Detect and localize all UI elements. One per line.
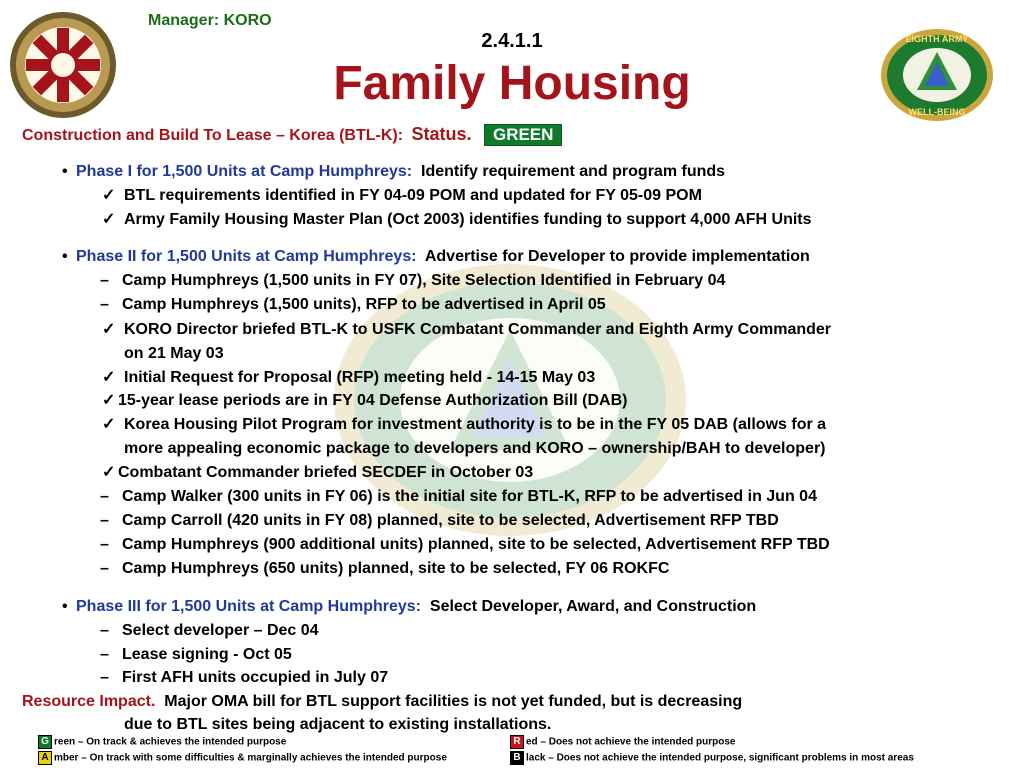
list-item: – Camp Humphreys (1,500 units), RFP to be advertised in April 05	[100, 293, 606, 317]
list-item: ✓ Initial Request for Proposal (RFP) meeting held - 14-15 May 03	[102, 366, 595, 390]
emblem-bottom-text: WELL-BEING	[908, 107, 966, 117]
status-badge: GREEN	[484, 124, 562, 146]
phase3-title: Phase III for 1,500 Units at Camp Humphreys	[76, 598, 416, 615]
status-label: Status.	[411, 124, 472, 144]
legend-amber: A mber – On track with some difficulties & marginally achieves the intended purpose	[38, 751, 447, 765]
list-item: – First AFH units occupied in July 07	[100, 666, 388, 690]
phase2-heading: • Phase II for 1,500 Units at Camp Humphreys: Advertise for Developer to provide implementation	[62, 245, 810, 269]
phase1-desc: Identify requirement and program funds	[421, 163, 726, 180]
emblem-top-text: EIGHTH ARMY	[905, 34, 969, 44]
subtitle-row	[22, 124, 562, 146]
list-item: ✓ Korea Housing Pilot Program for investment authority is to be in the FY 05 DAB (allows for a	[102, 413, 826, 437]
list-item: – Camp Carroll (420 units in FY 08) planned, site to be selected, Advertisement RFP TBD	[100, 509, 779, 533]
legend-black: B lack – Does not achieve the intended purpose, significant problems in most areas	[510, 751, 914, 765]
dash-icon: –	[100, 622, 109, 639]
resource-impact-text: Major OMA bill for BTL support facilities is not yet funded, but is decreasing	[164, 693, 743, 710]
dash-icon: –	[100, 512, 109, 529]
phase1-heading: • Phase I for 1,500 Units at Camp Humphreys: Identify requirement and program funds	[62, 160, 725, 184]
phase3-heading: • Phase III for 1,500 Units at Camp Humphreys: Select Developer, Award, and Construction	[62, 595, 756, 619]
subtitle-text: Construction and Build To Lease – Korea (BTL-K):	[22, 127, 404, 144]
list-item: ✓ KORO Director briefed BTL-K to USFK Combatant Commander and Eighth Army Commander	[102, 318, 831, 342]
dash-icon: –	[100, 560, 109, 577]
list-item: – Lease signing - Oct 05	[100, 643, 292, 667]
phase1-title: Phase I for 1,500 Units at Camp Humphreys	[76, 163, 407, 180]
black-status-icon: B	[510, 751, 524, 765]
dash-icon: –	[100, 646, 109, 663]
bullet-icon: •	[62, 248, 68, 265]
checkmark-icon: ✓	[102, 464, 116, 481]
resource-impact-label: Resource Impact.	[22, 693, 156, 710]
dash-icon: –	[100, 272, 109, 289]
green-status-icon: G	[38, 735, 52, 749]
legend-green: G reen – On track & achieves the intended purpose	[38, 735, 286, 749]
dash-icon: –	[100, 536, 109, 553]
slide-code: 2.4.1.1	[481, 30, 543, 52]
list-item: – Camp Humphreys (650 units) planned, site to be selected, FY 06 ROKFC	[100, 557, 669, 581]
phase2-desc: Advertise for Developer to provide implementation	[424, 248, 810, 265]
page-title: Family Housing	[333, 57, 691, 110]
list-item: – Select developer – Dec 04	[100, 619, 319, 643]
checkmark-icon: ✓	[102, 211, 116, 228]
checkmark-icon: ✓	[102, 187, 116, 204]
list-item-continuation: on 21 May 03	[124, 345, 224, 362]
list-item: – Camp Humphreys (900 additional units) planned, site to be selected, Advertisement RFP TBD	[100, 533, 830, 557]
dash-icon: –	[100, 669, 109, 686]
amber-status-icon: A	[38, 751, 52, 765]
phase3-desc: Select Developer, Award, and Construction	[429, 598, 757, 615]
bullet-icon: •	[62, 163, 68, 180]
list-item: ✓ Combatant Commander briefed SECDEF in October 03	[102, 461, 533, 485]
checkmark-icon: ✓	[102, 416, 116, 433]
resource-impact	[22, 690, 742, 714]
list-item-continuation: more appealing economic package to developers and KORO – ownership/BAH to developer)	[124, 440, 826, 457]
list-item: – Camp Humphreys (1,500 units in FY 07), Site Selection Identified in February 04	[100, 269, 725, 293]
resource-impact-continuation: due to BTL sites being adjacent to existing installations.	[124, 716, 552, 733]
dash-icon: –	[100, 296, 109, 313]
list-item: ✓ BTL requirements identified in FY 04-09 POM and updated for FY 05-09 POM	[102, 184, 702, 208]
red-status-icon: R	[510, 735, 524, 749]
checkmark-icon: ✓	[102, 369, 116, 386]
checkmark-icon: ✓	[102, 321, 116, 338]
list-item: ✓ Army Family Housing Master Plan (Oct 2003) identifies funding to support 4,000 AFH Units	[102, 208, 812, 232]
checkmark-icon: ✓	[102, 392, 116, 409]
phase2-title: Phase II for 1,500 Units at Camp Humphreys	[76, 248, 412, 265]
list-item: ✓ 15-year lease periods are in FY 04 Defense Authorization Bill (DAB)	[102, 389, 627, 413]
dash-icon: –	[100, 488, 109, 505]
manager-label: Manager: KORO	[148, 12, 272, 29]
list-item: – Camp Walker (300 units in FY 06) is the initial site for BTL-K, RFP to be advertised in Jun 04	[100, 485, 817, 509]
legend-red: R ed – Does not achieve the intended purpose	[510, 735, 736, 749]
bullet-icon: •	[62, 598, 68, 615]
